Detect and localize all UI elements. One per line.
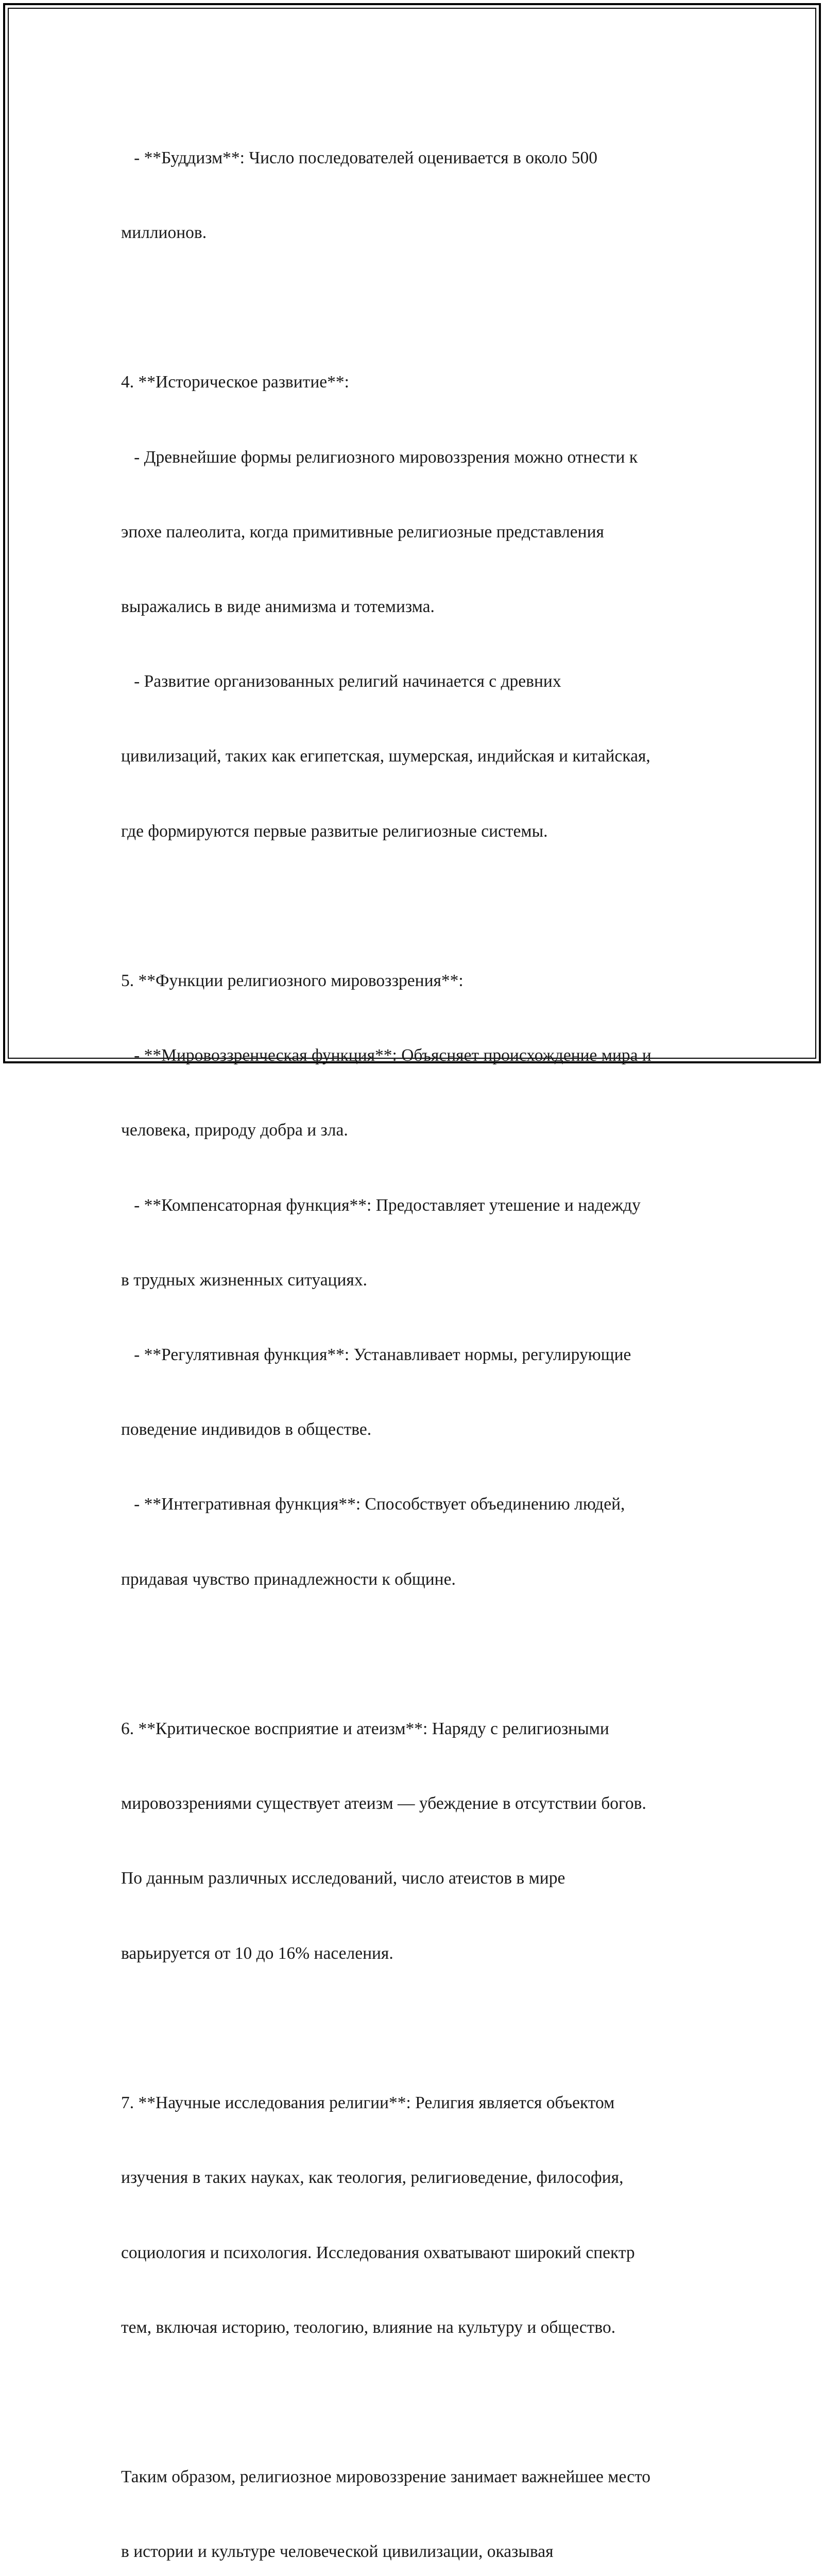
text-line: в трудных жизненных ситуациях. [121,1270,367,1290]
blank-line [121,894,713,919]
text-line: поведение индивидов в обществе. [121,1420,372,1439]
text-line: - **Компенсаторная функция**: Предоставляет утешение и надежду [121,1195,641,1215]
section-heading: 6. **Критическое восприятие и атеизм**: Наряду с религиозными [121,1719,609,1739]
section-heading: 4. **Историческое развитие**: [121,372,349,392]
conclusion-line: в истории и культуре человеческой цивилизации, оказывая [121,2542,554,2562]
text-line: - **Интегративная функция**: Способствует объединению людей, [121,1495,625,1514]
text-line: изучения в таких науках, как теология, религиоведение, философия, [121,2168,624,2188]
text-line: - **Буддизм**: Число последователей оценивается в около 500 [121,148,597,167]
conclusion-line: Таким образом, религиозное мировоззрение занимает важнейшее место [121,2467,651,2487]
document-body [121,96,713,2576]
text-line: социология и психология. Исследования охватывают широкий спектр [121,2243,635,2262]
blank-line [121,2016,713,2041]
text-line: - Древнейшие формы религиозного мировоззрения можно отнести к [121,447,638,467]
text-line: где формируются первые развитые религиозные системы. [121,821,548,841]
text-line: По данным различных исследований, число атеистов в мире [121,1869,565,1888]
blank-line [121,2390,713,2415]
text-line: эпохе палеолита, когда примитивные религиозные представления [121,522,604,541]
section-heading: 7. **Научные исследования религии**: Религия является объектом [121,2093,615,2113]
text-line: мировоззрениями существует атеизм — убеждение в отсутствии богов. [121,1794,646,1814]
text-line: придавая чувство принадлежности к общине. [121,1569,456,1589]
section-heading: 5. **Функции религиозного мировоззрения**: [121,971,464,991]
text-line: - **Регулятивная функция**: Устанавливает нормы, регулирующие [121,1345,631,1365]
blank-line [121,1642,713,1667]
text-line: тем, включая историю, теологию, влияние на культуру и общество. [121,2317,616,2337]
text-line: выражались в виде анимизма и тотемизма. [121,597,435,617]
blank-line [121,295,713,320]
text-line: миллионов. [121,223,207,243]
text-line: - **Мировоззренческая функция**: Объясняет происхождение мира и [121,1046,651,1065]
text-line: человека, природу добра и зла. [121,1121,348,1140]
text-line: - Развитие организованных религий начинается с древних [121,672,561,691]
text-line: варьируется от 10 до 16% населения. [121,1943,393,1963]
text-line: цивилизаций, таких как египетская, шумерская, индийская и китайская, [121,747,650,766]
